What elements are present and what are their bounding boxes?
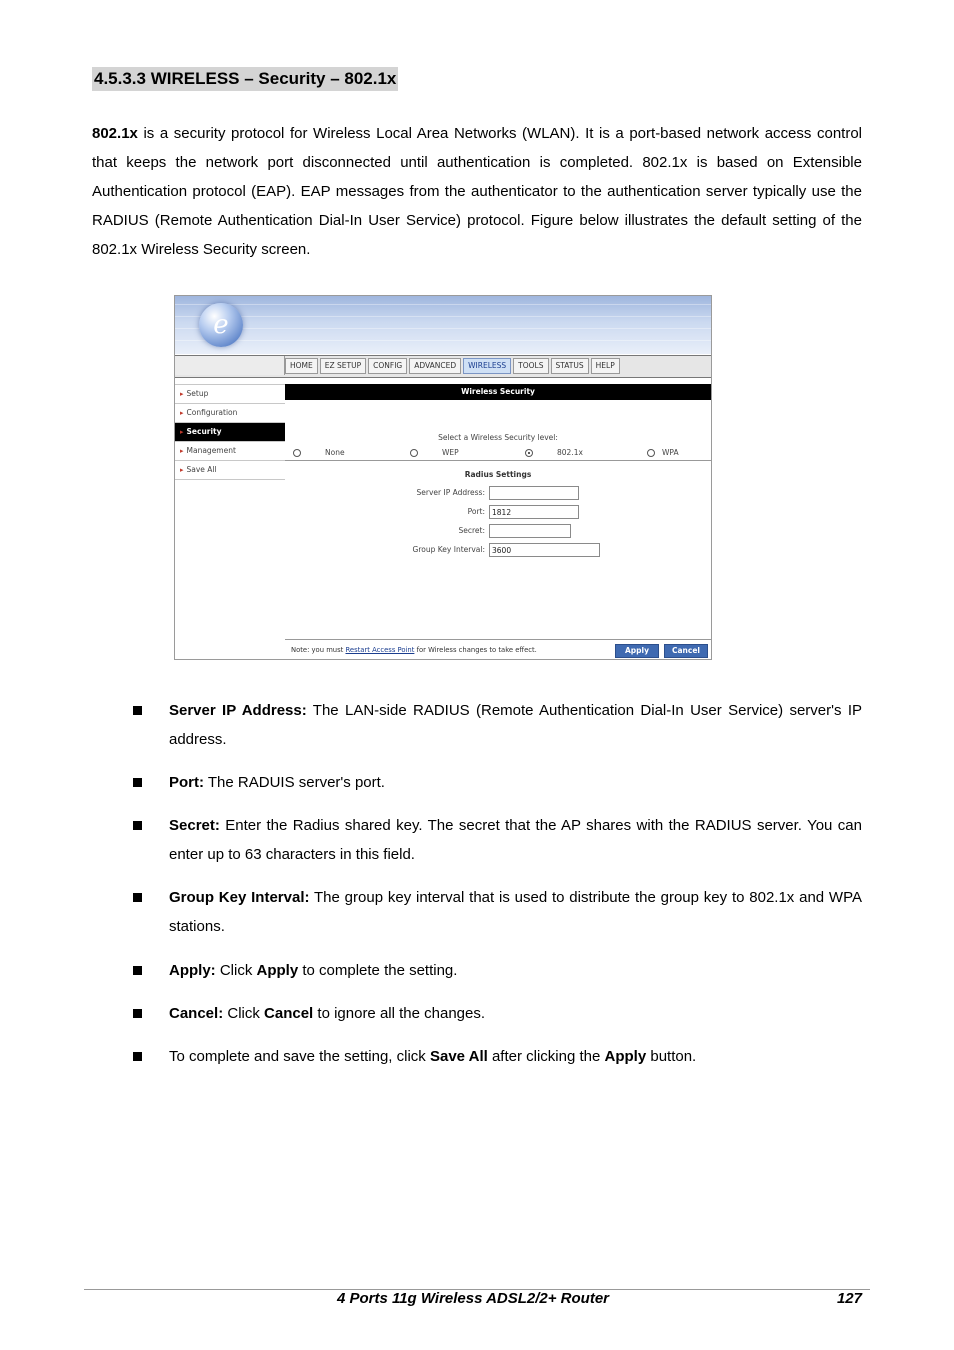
bullet-group-key: Group Key Interval: The group key interval that is used to distribute the group key to 802.1x and WPA stations. [169, 883, 862, 941]
sidebar-item-configuration[interactable]: ▸ Configuration [175, 404, 285, 423]
arrow-right-icon: ▸ [180, 390, 184, 398]
router-navbar [175, 355, 711, 379]
group-key-input[interactable] [489, 543, 600, 557]
radio-icon [647, 449, 655, 457]
apply-button[interactable]: Apply [615, 644, 659, 658]
page-number: 127 [836, 1290, 862, 1307]
bullet-server-ip: Server IP Address: The LAN-side RADIUS (Remote Authentication Dial-In User Service) server's IP address. [169, 696, 862, 754]
bullet-cancel: Cancel: Click Cancel to ignore all the changes. [169, 999, 862, 1028]
intro-term: 802.1x [92, 125, 138, 142]
sidebar-item-save-all[interactable]: ▸ Save All [175, 461, 285, 480]
radio-wep[interactable]: WEP [410, 448, 459, 457]
server-ip-input[interactable] [489, 486, 579, 500]
bullet-port: Port: The RADUIS server's port. [169, 768, 862, 797]
server-ip-label: Server IP Address: [416, 488, 485, 497]
square-bullet-icon [133, 706, 142, 715]
field-row-secret [285, 524, 711, 539]
field-row-port [285, 505, 711, 520]
router-sidebar [175, 378, 286, 660]
tab-config[interactable]: CONFIG [368, 358, 407, 374]
tab-wireless[interactable]: WIRELESS [463, 358, 511, 374]
router-logo-icon: e [199, 303, 243, 347]
page-footer [84, 1290, 862, 1308]
tab-home[interactable]: HOME [285, 358, 318, 374]
port-input[interactable] [489, 505, 579, 519]
radio-none[interactable]: None [293, 448, 345, 457]
radio-wpa[interactable]: WPA [647, 448, 679, 457]
sidebar-item-management[interactable]: ▸ Management [175, 442, 285, 461]
tab-advanced[interactable]: ADVANCED [409, 358, 461, 374]
security-level-label: Select a Wireless Security level: [438, 433, 558, 442]
section-heading: 4.5.3.3 WIRELESS – Security – 802.1x [92, 67, 398, 91]
bullet-save-all: To complete and save the setting, click Save All after clicking the Apply button. [169, 1042, 862, 1071]
router-main-panel [285, 378, 711, 660]
port-label: Port: [467, 507, 485, 516]
tab-tools[interactable]: TOOLS [513, 358, 548, 374]
square-bullet-icon [133, 1052, 142, 1061]
square-bullet-icon [133, 778, 142, 787]
security-level-options [285, 444, 711, 461]
group-key-label: Group Key Interval: [412, 545, 485, 554]
intro-paragraph [92, 119, 862, 264]
square-bullet-icon [133, 966, 142, 975]
field-row-group-key [285, 543, 711, 558]
arrow-right-icon: ▸ [180, 428, 184, 436]
bullet-secret: Secret: Enter the Radius shared key. The secret that the AP shares with the RADIUS server. You can enter up to 63 characters in this field. [169, 811, 862, 869]
footer-title: 4 Ports 11g Wireless ADSL2/2+ Router [336, 1290, 610, 1307]
tab-status[interactable]: STATUS [551, 358, 589, 374]
router-tabs [285, 358, 622, 374]
router-banner [175, 296, 711, 354]
square-bullet-icon [133, 893, 142, 902]
square-bullet-icon [133, 821, 142, 830]
restart-access-point-link[interactable]: Restart Access Point [345, 646, 415, 654]
square-bullet-icon [133, 1009, 142, 1018]
router-screenshot [174, 295, 712, 660]
radio-8021x[interactable]: 802.1x [525, 448, 583, 457]
arrow-right-icon: ▸ [180, 447, 184, 455]
bullet-apply: Apply: Click Apply to complete the setting. [169, 956, 862, 985]
arrow-right-icon: ▸ [180, 466, 184, 474]
tab-ez-setup[interactable]: EZ SETUP [320, 358, 366, 374]
secret-input[interactable] [489, 524, 571, 538]
restart-note: Note: you must Restart Access Point for Wireless changes to take effect. [291, 646, 537, 654]
tab-help[interactable]: HELP [591, 358, 620, 374]
sidebar-item-security[interactable]: ▸ Security [175, 423, 285, 442]
router-footer-bar [285, 639, 711, 660]
radio-selected-icon [525, 449, 533, 457]
arrow-right-icon: ▸ [180, 409, 184, 417]
page-title: Wireless Security [285, 384, 711, 400]
field-row-server-ip [285, 486, 711, 501]
radius-settings-title: Radius Settings [464, 470, 532, 479]
cancel-button[interactable]: Cancel [664, 644, 708, 658]
radio-icon [293, 449, 301, 457]
sidebar-item-setup[interactable]: ▸ Setup [175, 385, 285, 404]
secret-label: Secret: [458, 526, 485, 535]
radio-icon [410, 449, 418, 457]
intro-text: is a security protocol for Wireless Local Area Networks (WLAN). It is a port-based network access control that keeps the network port disconnected until authentication is completed. 802.1x is based on Extensible Authentication protocol (EAP). EAP messages from the authenticator to the authentication server typically use the RADIUS (Remote Authentication Dial-In User Service) protocol. Figure below illustrates the default setting of the 802.1x Wireless Security screen. [92, 125, 862, 258]
